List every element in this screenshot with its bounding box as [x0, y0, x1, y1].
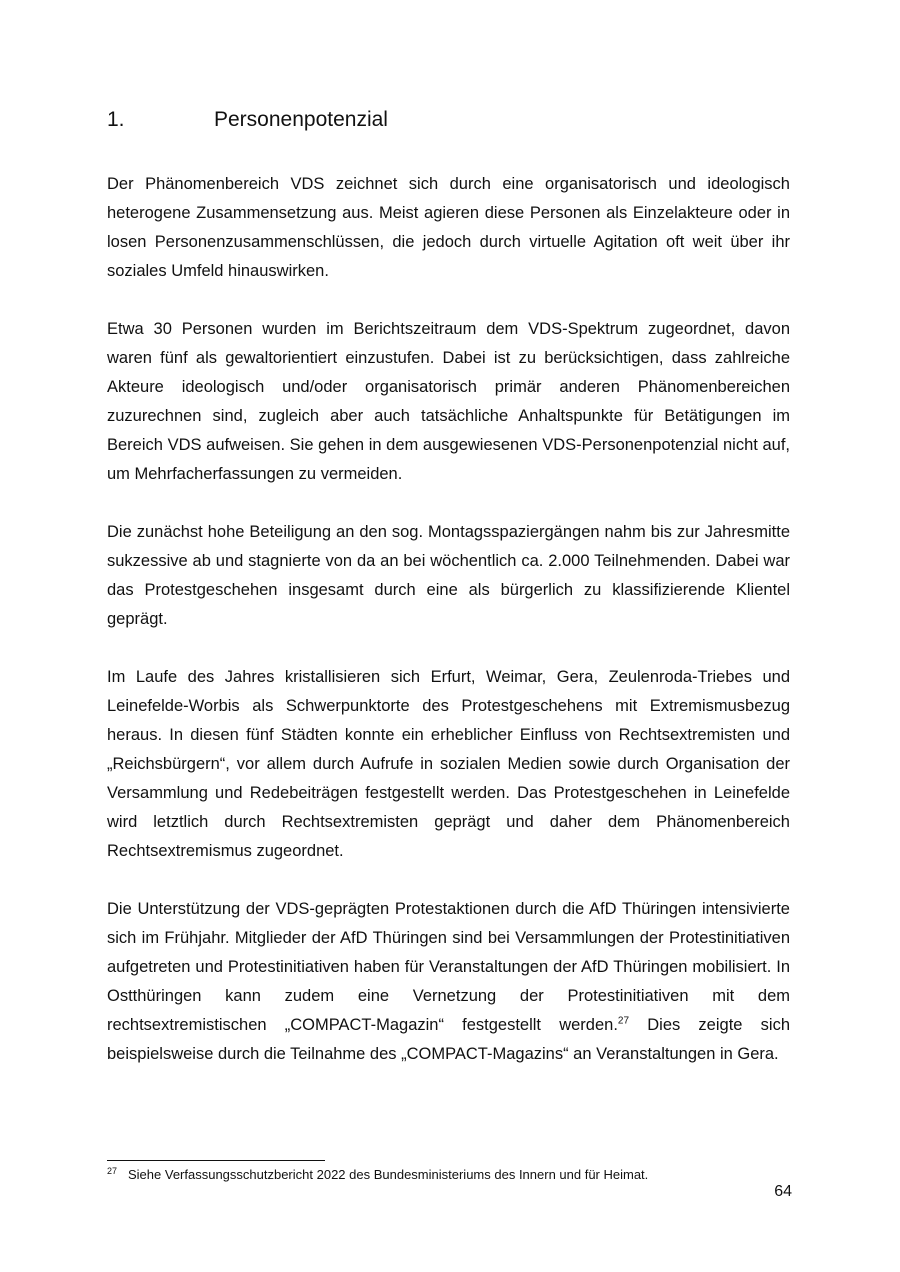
section-title: Personenpotenzial: [214, 108, 388, 131]
footnote-text: Siehe Verfassungsschutzbericht 2022 des Bundesministeriums des Innern und für Heimat.: [128, 1167, 649, 1182]
paragraph-text: Dies zeigte sich beispielsweise durch die Teilnahme des „COMPACT-Magazins“ an Veranstaltungen in Gera.: [107, 1016, 790, 1063]
section-heading: [107, 106, 388, 134]
paragraph: Die zunächst hohe Beteiligung an den sog. Montagsspaziergängen nahm bis zur Jahresmitte sukzessive ab und stagnierte von da an bei wöchentlich ca. 2.000 Teilnehmenden. Dabei war das Protestgeschehen insgesamt durch eine als bürgerlich zu klassifizierende Klientel geprägt.: [107, 523, 790, 628]
paragraph: Etwa 30 Personen wurden im Berichtszeitraum dem VDS-Spektrum zugeordnet, davon waren fünf als gewaltorientiert einzustufen. Dabei ist zu berücksichtigen, dass zahlreiche Akteure ideologisch und/oder organisatorisch primär anderen Phänomenbereichen zuzurechnen sind, zugleich aber auch tatsächliche Anhaltspunkte für Betätigungen im Bereich VDS aufweisen. Sie gehen in dem ausgewiesenen VDS-Personenpotenzial nicht auf, um Mehrfacherfassungen zu vermeiden.: [107, 320, 790, 483]
body-text: [107, 170, 790, 1098]
paragraph: Im Laufe des Jahres kristallisieren sich Erfurt, Weimar, Gera, Zeulenroda-Triebes und Leinefelde-Worbis als Schwerpunktorte des Protestgeschehens mit Extremismusbezug heraus. In diesen fünf Städten konnte ein erheblicher Einfluss von Rechtsextremisten und „Reichsbürgern“, vor allem durch Aufrufe in sozialen Medien sowie durch Organisation der Versammlung und Redebeiträgen festgestellt werden. Das Protestgeschehen in Leinefelde wird letztlich durch Rechtsextremisten geprägt und daher dem Phänomenbereich Rechtsextremismus zugeordnet.: [107, 668, 790, 860]
footnote-divider: [107, 1160, 325, 1161]
paragraph-with-footnote-ref: [107, 895, 790, 1069]
footnote: 27 Siehe Verfassungsschutzbericht 2022 des Bundesministeriums des Innern und für Heimat.: [107, 1165, 649, 1182]
section-number: 1.: [107, 108, 125, 131]
footnote-reference[interactable]: 27: [617, 1015, 630, 1027]
paragraph-text: Die Unterstützung der VDS-geprägten Protestaktionen durch die AfD Thüringen intensivierte sich im Frühjahr. Mitglieder der AfD Thüringen sind bei Versammlungen der Protestinitiativen aufgetreten und Protestinitiativen haben für Veranstaltungen der AfD Thüringen mobilisiert. In Ostthüringen kann zudem eine Vernetzung der Protestinitiativen mit dem rechtsextremistischen „COMPACT-Magazin“ festgestellt werden.: [107, 900, 790, 1034]
paragraph: Der Phänomenbereich VDS zeichnet sich durch eine organisatorisch und ideologisch heterogene Zusammensetzung aus. Meist agieren diese Personen als Einzelakteure oder in losen Personenzusammenschlüssen, die jedoch durch virtuelle Agitation oft weit über ihr soziales Umfeld hinauswirken.: [107, 175, 790, 280]
page-number: 64: [774, 1183, 792, 1200]
